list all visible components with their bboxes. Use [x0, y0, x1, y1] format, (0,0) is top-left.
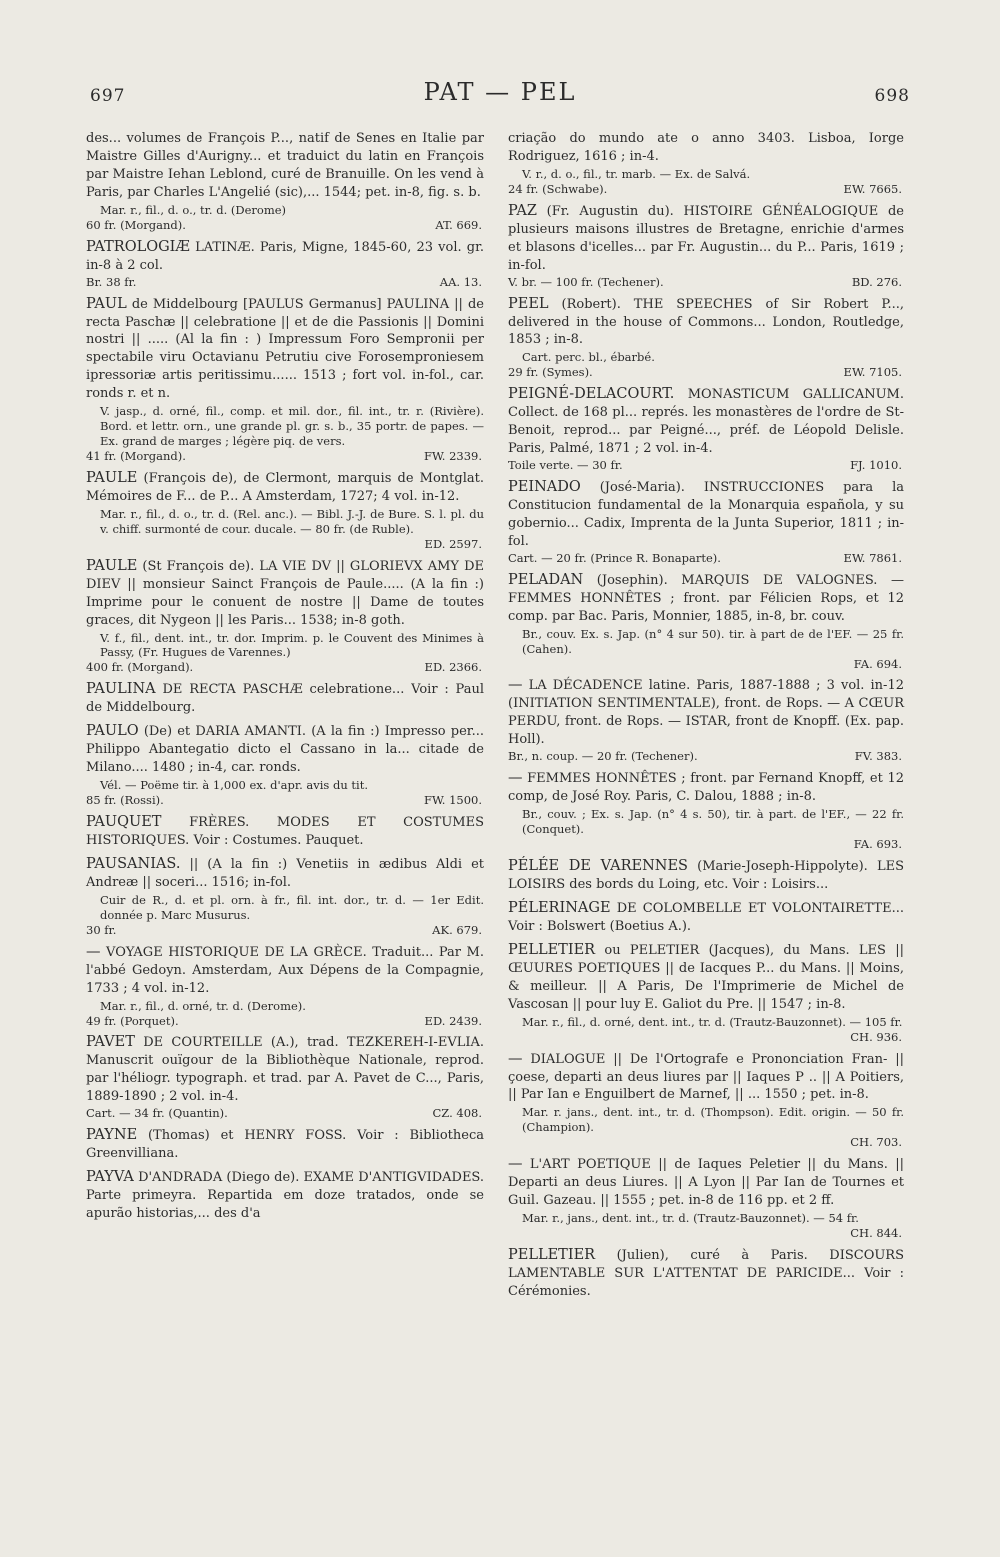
catalog-entry	[86, 854, 484, 938]
entry-heading: PEIGNÉ-DELACOURT.	[508, 386, 675, 403]
catalog-entry	[508, 570, 904, 672]
entry-text	[86, 556, 484, 630]
catalog-reference: AA. 13.	[439, 274, 482, 289]
binding-note: Br., couv. ; Ex. s. Jap. (n° 4 s. 50), tir. à part. de l'EF., — 22 fr. (Conquet).	[522, 807, 904, 837]
entry-heading: —	[508, 770, 523, 787]
catalog-entry	[508, 201, 904, 290]
catalog-entry	[508, 1154, 904, 1241]
entry-body: criação do mundo ate o anno 3403. Lisboa, Iorge Rodriguez, 1616 ; in-4.	[508, 131, 904, 164]
entry-heading: PAYVA	[86, 1169, 134, 1186]
right-column	[508, 130, 904, 1305]
running-title: PAT — PEL	[423, 78, 577, 106]
entry-text	[86, 1167, 484, 1223]
price-line	[508, 1135, 904, 1150]
catalog-entry	[86, 1167, 484, 1223]
sale-price: Toile verte. — 30 fr.	[508, 458, 623, 473]
sale-price: Br., n. coup. — 20 fr. (Techener).	[508, 749, 698, 764]
entry-body: MONASTICUM GALLICANUM. Collect. de 168 pl... représ. les monastères de l'ordre de St-Benoit, reprod... par Peigné..., préf. de Léopold Delisle. Paris, Palmé, 1871 ; 2 vol. in-4.	[508, 387, 904, 457]
catalog-reference: AK. 679.	[432, 922, 482, 937]
entry-heading: PELLETIER	[508, 941, 596, 958]
entry-heading: PELADAN	[508, 571, 584, 588]
catalog-entry	[86, 942, 484, 1029]
entry-text	[86, 812, 484, 850]
catalog-reference: BD. 276.	[851, 274, 902, 289]
price-line	[86, 1014, 484, 1029]
sale-price: 60 fr. (Morgand).	[86, 217, 186, 232]
entry-text	[86, 1125, 484, 1163]
entry-heading: —	[508, 1050, 523, 1067]
price-line	[508, 182, 904, 197]
entry-heading: —	[86, 943, 101, 960]
entry-heading: PAULINA	[86, 681, 156, 698]
entry-body: VOYAGE HISTORIQUE DE LA GRÈCE. Traduit... Par M. l'abbé Gedoyn. Amsterdam, Aux Dépens de la Compagnie, 1733 ; 4 vol. in-12.	[86, 944, 484, 996]
catalog-reference: AT. 669.	[435, 217, 482, 232]
entry-body: (Thomas) et HENRY FOSS. Voir : Bibliotheca Greenvilliana.	[86, 1128, 484, 1162]
entry-heading: PELLETIER	[508, 1246, 596, 1263]
entry-body: D'ANDRADA (Diego de). EXAME D'ANTIGVIDADES. Parte primeyra. Repartida em doze tratados, onde se apurão historias,... des d'a	[86, 1170, 485, 1222]
entry-heading: PAZ	[508, 202, 537, 219]
catalog-entry	[508, 898, 904, 936]
entry-heading: PAULO	[86, 723, 139, 740]
entry-text	[508, 1154, 904, 1210]
entry-text	[508, 856, 904, 894]
entry-body: ou PELETIER (Jacques), du Mans. LES || ŒUURES POETIQUES || de Iacques P... du Mans. || Moins, & meilleur. || A Paris, De l'Imprimerie de Michel de Vascosan || pour luy E. Galiot du Pre. || 1547 ; in-8.	[508, 942, 904, 1012]
entry-body: (Josephin). MARQUIS DE VALOGNES. — FEMMES HONNÊTES ; front. par Félicien Rops, et 12 comp. par Bac. Paris, Monnier, 1885, in-8, br. couv.	[508, 572, 904, 624]
catalog-reference: FW. 1500.	[423, 793, 482, 808]
catalog-entry	[508, 768, 904, 852]
catalog-reference: ED. 2597.	[424, 536, 482, 551]
entry-text	[86, 854, 484, 892]
entry-body: DE RECTA PASCHÆ celebratione... Voir : Paul de Middelbourg.	[86, 682, 484, 716]
entry-text	[86, 468, 484, 506]
catalog-entry	[86, 468, 484, 552]
sale-price: 49 fr. (Porquet).	[86, 1013, 179, 1028]
price-line	[86, 1106, 484, 1121]
binding-note: Mar. r. jans., dent. int., tr. d. (Thompson). Edit. origin. — 50 fr. (Champion).	[522, 1105, 904, 1135]
sale-price: 41 fr. (Morgand).	[86, 449, 186, 463]
catalog-reference: FW. 2339.	[423, 449, 482, 463]
entry-text	[508, 384, 904, 458]
entry-text	[86, 721, 484, 777]
price-line	[508, 365, 904, 380]
entry-heading: PAUQUET	[86, 814, 162, 830]
entry-body: FEMMES HONNÊTES ; front. par Fernand Knopff, et 12 comp, de José Roy. Paris, C. Dalou, 1888 ; in-8.	[508, 771, 904, 805]
catalog-entry	[86, 721, 484, 808]
entry-text	[86, 1032, 484, 1106]
catalog-entry	[86, 237, 484, 290]
entry-body: de Middelbourg [PAULUS Germanus] PAULINA || de recta Paschæ || celebratione || et de die Passionis || Domini nostri || ..... (Al la fin : ) Impressum Foro Sempronii per spectabile viru Octavianu Petrutiu cive Forosemproniesem ipressoriæ artis peritissimu...... 1513 ; fort vol. in-fol., car. ronds r. et n.	[86, 296, 484, 402]
catalog-entry	[508, 294, 904, 381]
binding-note: Mar. r., fil., d. orné, dent. int., tr. d. (Trautz-Bauzonnet). — 105 fr.	[522, 1014, 903, 1029]
catalog-reference: CH. 844.	[850, 1226, 902, 1240]
catalog-reference: FJ. 1010.	[850, 458, 902, 473]
entry-body: DIALOGUE || De l'Ortografe e Prononciation Fran- || çoese, departi an deus liures par || Iaques P .. || A Poitiers, || Par Ian e Enguilbert de Marnef, || ... 1550 ; pet. in-8.	[508, 1051, 904, 1103]
entry-text	[508, 768, 904, 806]
entry-heading: PÉLERINAGE	[508, 899, 611, 916]
entry-heading: PAULE	[86, 469, 138, 486]
price-line	[508, 837, 904, 852]
entry-body: || (A la fin :) Venetiis in ædibus Aldi et Andreæ || soceri... 1516; in-fol.	[86, 856, 484, 890]
page-header	[90, 78, 910, 118]
binding-note: Mar. r., fil., d. o., tr. d. (Derome)	[100, 202, 287, 217]
binding-note: Cart. perc. bl., ébarbé.	[522, 350, 655, 365]
catalog-reference: EW. 7861.	[843, 550, 902, 565]
catalog-entry	[508, 1245, 904, 1301]
entry-text	[508, 294, 904, 350]
catalog-entry	[508, 477, 904, 566]
entry-text	[86, 237, 484, 275]
entry-text	[86, 294, 484, 404]
price-line	[508, 275, 904, 290]
entry-heading: PAUSANIAS.	[86, 855, 181, 872]
entry-body: DE COLOMBELLE ET VOLONTAIRETTE... Voir : Bolswert (Boetius A.).	[508, 900, 904, 934]
price-line	[86, 537, 484, 552]
price-line	[508, 749, 904, 764]
price-line	[508, 551, 904, 566]
catalog-reference: ED. 2366.	[424, 660, 482, 675]
catalog-reference: CZ. 408.	[432, 1106, 482, 1121]
price-line	[86, 660, 484, 675]
sale-price: 30 fr.	[86, 922, 117, 937]
entry-body: des... volumes de François P..., natif de Senes en Italie par Maistre Gilles d'Aurigny... et traduict du latin en François par Maistre Iehan Leblond, curé de Branuille. On les vend à Paris, par Charles L'Angelié (sic),... 1544; pet. in-8, fig. s. b.	[86, 131, 484, 200]
price-line	[86, 218, 484, 233]
catalog-entry	[86, 294, 484, 464]
binding-note: Mar. r., fil., d. orné, tr. d. (Derome).	[100, 998, 306, 1013]
entry-body: (Marie-Joseph-Hippolyte). LES LOISIRS des bords du Loing, etc. Voir : Loisirs...	[508, 858, 904, 892]
entry-heading: —	[508, 1156, 523, 1173]
catalog-reference: EW. 7665.	[843, 181, 902, 196]
entry-text	[508, 130, 904, 166]
sale-price: 85 fr. (Rossi).	[86, 793, 164, 808]
catalog-entry	[508, 675, 904, 764]
price-line	[508, 657, 904, 672]
sale-price: V. br. — 100 fr. (Techener).	[508, 274, 664, 289]
binding-note: Vél. — Poëme tir. à 1,000 ex. d'apr. avis du tit.	[100, 778, 368, 793]
catalog-reference: FA. 694.	[853, 656, 902, 671]
entry-heading: PAYNE	[86, 1127, 138, 1144]
catalog-entry	[508, 856, 904, 894]
binding-note: Br., couv. Ex. s. Jap. (n° 4 sur 50). tir. à part de de l'EF. — 25 fr. (Cahen).	[522, 626, 904, 656]
entry-text	[508, 898, 904, 936]
entry-body: LATINÆ. Paris, Migne, 1845-60, 23 vol. gr. in-8 à 2 col.	[86, 239, 484, 273]
sale-price: 29 fr. (Symes).	[508, 365, 593, 380]
entry-body: (José-Maria). INSTRUCCIONES para la Constitucion fundamental de la Monarquia española, y su gobernio... Cadix, Imprenta de la Junta Superior, 1811 ; in-fol.	[508, 480, 904, 549]
binding-note: Mar. r., fil., d. o., tr. d. (Rel. anc.). — Bibl. J.-J. de Bure. S. l. pl. du v. chiff. surmonté de cour. ducale. — 80 fr. (de Ruble).	[100, 506, 484, 536]
entry-text	[508, 675, 904, 749]
entry-heading: PAUL	[86, 295, 127, 312]
catalog-entry	[508, 130, 904, 197]
catalog-entry	[86, 556, 484, 676]
entry-text	[86, 942, 484, 998]
catalog-entry	[508, 1049, 904, 1151]
entry-heading: PÉLÉE DE VARENNES	[508, 857, 688, 874]
sale-price: 400 fr. (Morgand).	[86, 660, 194, 675]
catalog-reference: FA. 693.	[853, 837, 902, 851]
left-page-number: 697	[90, 86, 126, 106]
binding-note: Cuir de R., d. et pl. orn. à fr., fil. int. dor., tr. d. — 1er Edit. donnée p. Marc Musurus.	[100, 892, 484, 922]
price-line	[86, 793, 484, 808]
entry-text	[508, 201, 904, 275]
price-line	[508, 458, 904, 473]
entry-body: FRÈRES. MODES ET COSTUMES HISTORIQUES. Voir : Costumes. Pauquet.	[86, 815, 484, 848]
entry-body: (Robert). THE SPEECHES of Sir Robert P..., delivered in the house of Commons... London, Routledge, 1853 ; in-8.	[508, 296, 904, 348]
entry-body: (Fr. Augustin du). HISTOIRE GÉNÉALOGIQUE de plusieurs maisons illustres de Bretagne, enrichie d'armes et blasons d'icelles... par Fr. Augustin... du P... Paris, 1619 ; in-fol.	[508, 203, 904, 273]
entry-body: (Julien), curé à Paris. DISCOURS LAMENTABLE SUR L'ATTENTAT DE PARICIDE... Voir : Cérémonies.	[508, 1247, 904, 1299]
entry-text	[508, 940, 904, 1014]
binding-note: V. f., fil., dent. int., tr. dor. Imprim. p. le Couvent des Minimes à Passy, (Fr. Hugues de Varennes.)	[100, 630, 484, 660]
right-page-number: 698	[874, 86, 910, 106]
catalog-reference: FV. 383.	[854, 749, 902, 764]
catalog-entry	[508, 384, 904, 473]
catalog-reference: ED. 2439.	[424, 1013, 482, 1028]
binding-note: V. jasp., d. orné, fil., comp. et mil. dor., fil. int., tr. r. (Rivière). Bord. et lettr. orn., une grande pl. gr. s. b., 35 portr. de papes. — Ex. grand de marges ; légère piq. de vers.	[100, 404, 484, 449]
entry-heading: PATROLOGIÆ	[86, 238, 190, 255]
left-column	[86, 130, 484, 1227]
price-line	[86, 449, 484, 464]
entry-body: LA DÉCADENCE latine. Paris, 1887-1888 ; 3 vol. in-12 (INITIATION SENTIMENTALE), front. de Rops. — A CŒUR PERDU, front. de Rops. — ISTAR, front de Knopff. (Ex. pap. Holl).	[508, 678, 904, 748]
price-line	[86, 923, 484, 938]
catalog-entry	[86, 812, 484, 850]
entry-text	[86, 679, 484, 717]
entry-text	[508, 1049, 904, 1105]
entry-body: DE COURTEILLE (A.), trad. TEZKEREH-I-EVLIA. Manuscrit ouïgour de la Bibliothèque Nationale, reprod. par l'héliogr. typograph. et trad. par A. Pavet de C..., Paris, 1889-1890 ; 2 vol. in-4.	[86, 1035, 484, 1105]
catalog-entry	[508, 940, 904, 1045]
entry-heading: PEEL	[508, 295, 549, 312]
catalog-entry	[86, 1032, 484, 1121]
entry-text	[508, 477, 904, 551]
catalog-reference: CH. 703.	[850, 1135, 902, 1150]
catalog-entry	[86, 130, 484, 233]
sale-price: 24 fr. (Schwabe).	[508, 181, 608, 196]
entry-text	[508, 1245, 904, 1301]
sale-price: Cart. — 20 fr. (Prince R. Bonaparte).	[508, 550, 721, 565]
entry-heading: —	[508, 677, 523, 694]
entry-body: (De) et DARIA AMANTI. (A la fin :) Impresso per... Philippo Abantegatio dicto el Cassano in la... citade de Milano.... 1480 ; in-4, car. ronds.	[86, 724, 484, 776]
entry-body: (François de), de Clermont, marquis de Montglat. Mémoires de F... de P... A Amsterdam, 1727; 4 vol. in-12.	[86, 470, 484, 504]
price-line	[508, 1030, 904, 1045]
catalog-reference: EW. 7105.	[843, 365, 902, 380]
entry-body: L'ART POETIQUE || de Iaques Peletier || du Mans. || Departi an deus Liures. || A Lyon || Par Ian de Tournes et Guil. Gazeau. || 1555 ; pet. in-8 de 116 pp. et 2 ff.	[508, 1157, 904, 1209]
catalog-entry	[86, 1125, 484, 1163]
price-line	[508, 1226, 904, 1241]
sale-price: Br. 38 fr.	[86, 274, 137, 289]
entry-body: (St François de). LA VIE DV || GLORIEVX AMY DE DIEV || monsieur Sainct François de Paule..... (A la fin :) Imprime pour le conuent de nostre || Dame de toutes graces, dit Nygeon || les Paris... 1538; in-8 goth.	[86, 558, 484, 628]
entry-text	[508, 570, 904, 626]
binding-note: V. r., d. o., fil., tr. marb. — Ex. de Salvá.	[522, 166, 751, 181]
catalog-reference: CH. 936.	[850, 1029, 902, 1044]
catalog-entry	[86, 679, 484, 717]
entry-heading: PEINADO	[508, 479, 581, 495]
entry-text	[86, 130, 484, 202]
sale-price: Cart. — 34 fr. (Quantin).	[86, 1106, 228, 1121]
binding-note: Mar. r., jans., dent. int., tr. d. (Trautz-Bauzonnet). — 54 fr.	[522, 1211, 859, 1226]
price-line	[86, 275, 484, 290]
entry-heading: PAVET	[86, 1034, 135, 1051]
entry-heading: PAULE	[86, 557, 138, 574]
